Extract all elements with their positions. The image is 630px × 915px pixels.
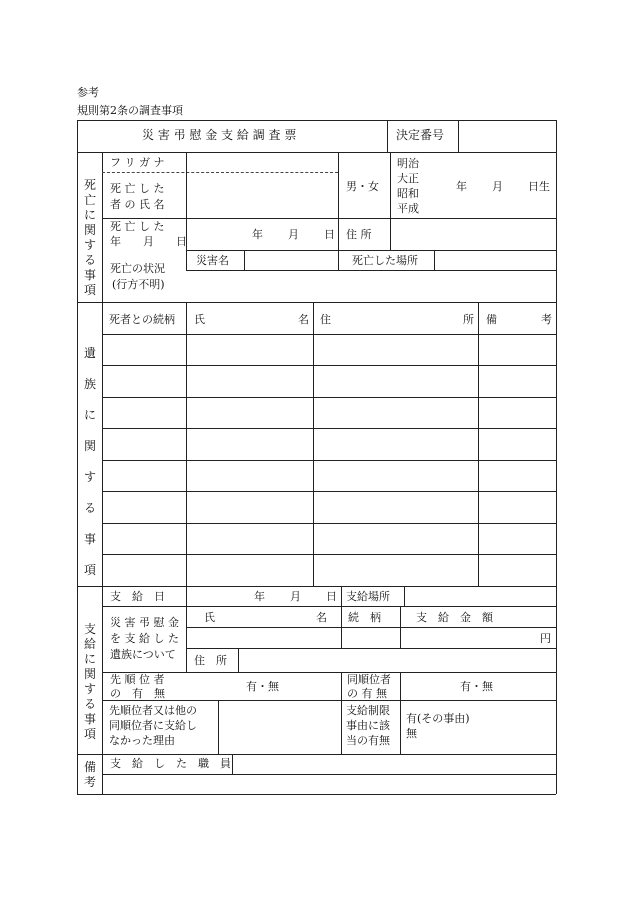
pay-place-label: 支給場所 bbox=[346, 590, 390, 603]
limit-label-1: 支給制限 bbox=[346, 704, 390, 717]
death-address-label: 住 所 bbox=[346, 228, 372, 241]
rule-label: 規則第2条の調査事項 bbox=[77, 104, 183, 117]
yen-label: 円 bbox=[540, 632, 551, 645]
birth-day-label: 日生 bbox=[528, 180, 550, 193]
recipient-name-left: 氏 bbox=[204, 611, 215, 624]
recipient-relation-label: 続 柄 bbox=[348, 611, 381, 624]
reason-label-1: 先順位者又は他の bbox=[109, 704, 197, 717]
prior-rank-label-2: の 有 無 bbox=[110, 687, 165, 700]
birth-month-label: 月 bbox=[492, 180, 503, 193]
amount-label: 支 給 金 額 bbox=[416, 611, 493, 624]
pay-year-label: 年 bbox=[254, 590, 265, 603]
same-rank-options: 有・無 bbox=[460, 680, 493, 693]
decision-number-label: 決定番号 bbox=[396, 128, 445, 142]
pay-date-label: 支 給 日 bbox=[110, 590, 165, 603]
limit-no-option: 無 bbox=[406, 727, 417, 740]
same-rank-label-1: 同順位者 bbox=[347, 673, 391, 686]
family-address-header-left: 住 bbox=[320, 313, 331, 326]
payment-section-label: 支 給 に 関 す る 事 項 bbox=[83, 622, 96, 741]
reason-label-3: なかった理由 bbox=[109, 734, 175, 747]
prior-rank-options: 有・無 bbox=[246, 680, 279, 693]
death-section-label: 死 亡 に 関 す る 事 項 bbox=[83, 178, 96, 297]
remarks-label: 備 考 bbox=[83, 760, 96, 789]
family-address-header-right: 所 bbox=[463, 313, 474, 326]
era-options: 明治 大正 昭和 平成 bbox=[397, 157, 419, 215]
death-day-label: 日 bbox=[324, 228, 335, 241]
same-rank-label-2: の 有 無 bbox=[347, 687, 387, 700]
family-name-header-right: 名 bbox=[298, 313, 309, 326]
furigana-label: フ リ ガ ナ bbox=[110, 156, 165, 169]
deceased-name-label-1: 死 亡 し た bbox=[110, 182, 165, 195]
birth-year-label: 年 bbox=[456, 180, 467, 193]
recipient-address-label: 住 所 bbox=[194, 654, 227, 667]
limit-label-2: 事由に該 bbox=[346, 719, 390, 732]
limit-label-3: 当の有無 bbox=[346, 734, 390, 747]
death-month-label: 月 bbox=[288, 228, 299, 241]
reason-label-2: 同順位者に支給し bbox=[109, 719, 197, 732]
prior-rank-label-1: 先 順 位 者 bbox=[110, 673, 165, 686]
disaster-name-label: 災害名 bbox=[196, 254, 229, 267]
death-place-label: 死亡した場所 bbox=[352, 254, 418, 267]
pay-month-label: 月 bbox=[290, 590, 301, 603]
family-notes-header-left: 備 bbox=[486, 313, 497, 326]
family-notes-header-right: 考 bbox=[541, 313, 552, 326]
limit-yes-option: 有(その事由) bbox=[406, 712, 470, 725]
recipient-label-2: を 支 給 し た bbox=[110, 632, 179, 645]
deceased-name-label-2: 者 の 氏 名 bbox=[110, 198, 165, 211]
recipient-label-1: 災 害 弔 慰 金 bbox=[110, 616, 179, 629]
family-section-label: 遺 族 に 関 す る 事 項 bbox=[83, 346, 96, 577]
pay-day-label: 日 bbox=[326, 590, 337, 603]
relation-header: 死者との続柄 bbox=[109, 313, 175, 326]
recipient-label-3: 遺族について bbox=[110, 648, 176, 661]
death-year-label: 年 bbox=[252, 228, 263, 241]
recipient-name-right: 名 bbox=[316, 611, 327, 624]
reference-label: 参考 bbox=[77, 86, 99, 99]
death-status-label-2: (行方不明) bbox=[112, 278, 165, 291]
death-date-label-2: 年 月 日 bbox=[110, 235, 187, 248]
family-name-header-left: 氏 bbox=[194, 313, 205, 326]
death-date-label-1: 死 亡 し た bbox=[110, 220, 165, 233]
form-title: 災 害 弔 慰 金 支 給 調 査 票 bbox=[142, 128, 297, 142]
death-status-label-1: 死亡の状況 bbox=[110, 262, 165, 275]
staff-label: 支 給 し た 職 員 bbox=[110, 757, 231, 770]
sex-options: 男・女 bbox=[346, 180, 379, 193]
